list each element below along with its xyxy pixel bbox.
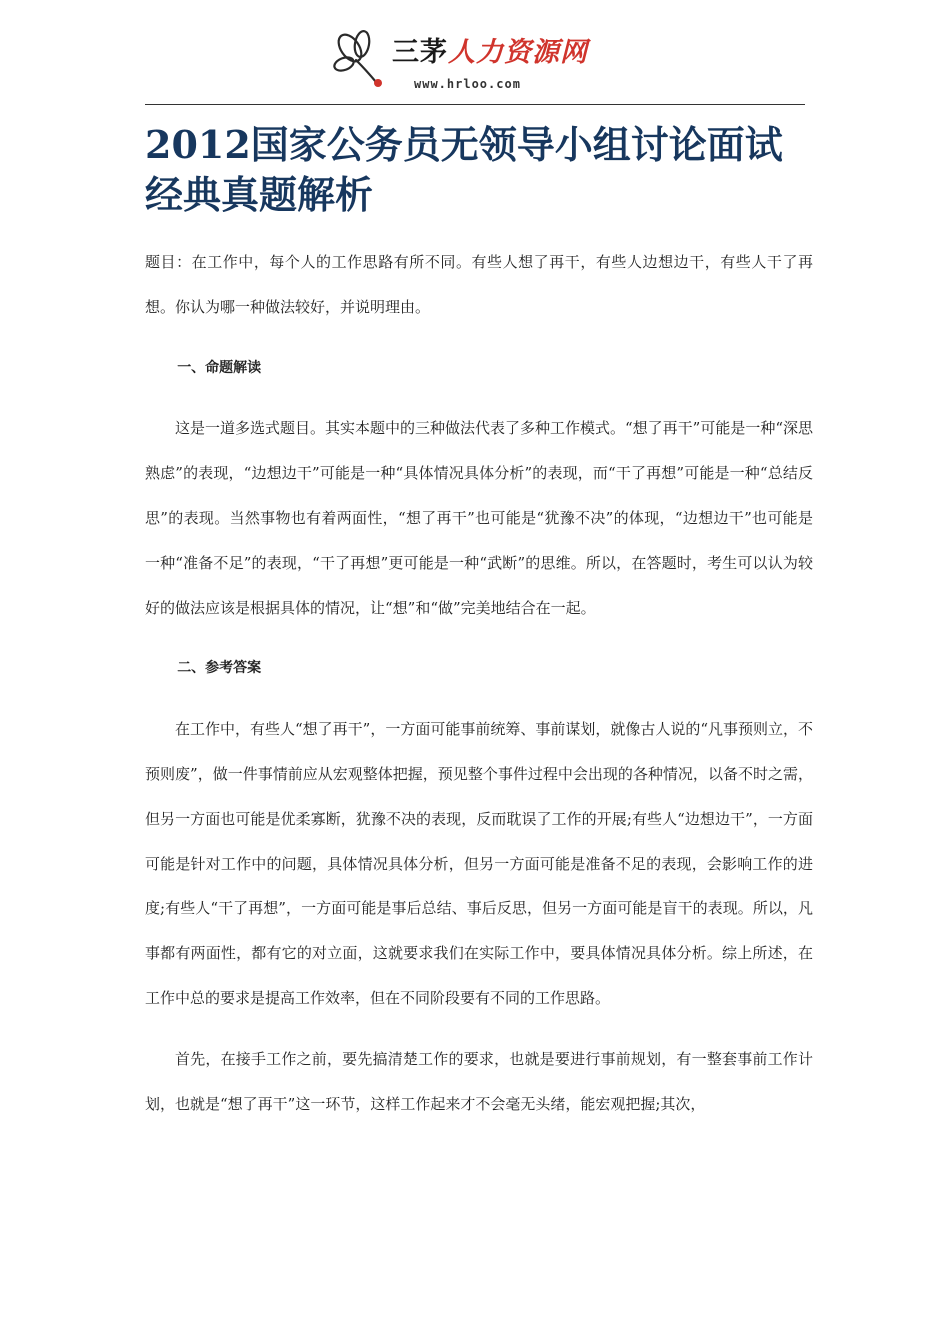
site-header (0, 28, 950, 100)
brand-url: www.hrloo.com (414, 77, 521, 91)
brand-name-red: 人力资源网 (448, 37, 588, 68)
answer-paragraph: 首先，在接手工作之前，要先搞清楚工作的要求，也就是要进行事前规划，有一整套事前工作计划，也就是“想了再干”这一环节，这样工作起来才不会毫无头绪，能宏观把握;其次， (145, 1049, 813, 1113)
analysis-paragraph: 这是一道多选式题目。其实本题中的三种做法代表了多种工作模式。“想了再干”可能是一种“深思熟虑”的表现，“边想边干”可能是一种“具体情况具体分析”的表现，而“干了再想”可能是一种“总结反思”的表现。当然事物也有着两面性，“想了再干”也可能是“犹豫不决”的体现，“边想边干”也可能是一种“准备不足”的表现，“干了再想”更可能是一种“武断”的思维。所以，在答题时，考生可以认为较好的做法应该是根据具体的情况，让“想”和“做”完美地结合在一起。 (145, 419, 814, 617)
butterfly-logo-icon (332, 30, 390, 90)
answer-paragraph: 在工作中，有些人“想了再干”，一方面可能事前统筹、事前谋划，就像古人说的“凡事预则立，不预则废”，做一件事情前应从宏观整体把握，预见整个事件过程中会出现的各种情况，以备不时之需，但另一方面也可能是优柔寡断，犹豫不决的表现，反而耽误了工作的开展;有些人“边想边干”，一方面可能是针对工作中的问题，具体情况具体分析，但另一方面可能是准备不足的表现，会影响工作的进度;有些人“干了再想”，一方面可能是事后总结、事后反思，但另一方面可能是盲干的表现。所以，凡事都有两面性，都有它的对立面，这就要求我们在实际工作中，要具体情况具体分析。综上所述，在工作中总的要求是提高工作效率，但在不同阶段要有不同的工作思路。 (145, 720, 814, 1007)
article-body (145, 240, 813, 1126)
section-heading-analysis: 一、命题解读 (177, 359, 262, 376)
brand-name-dark: 三茅 (392, 37, 448, 68)
question-paragraph: 题目：在工作中，每个人的工作思路有所不同。有些人想了再干，有些人边想边干，有些人干了再想。你认为哪一种做法较好，并说明理由。 (145, 253, 813, 316)
brand-name (392, 36, 588, 70)
header-divider (145, 104, 805, 105)
article-title: 2012国家公务员无领导小组讨论面试经典真题解析 (145, 122, 783, 217)
section-heading-answer: 二、参考答案 (177, 660, 262, 677)
